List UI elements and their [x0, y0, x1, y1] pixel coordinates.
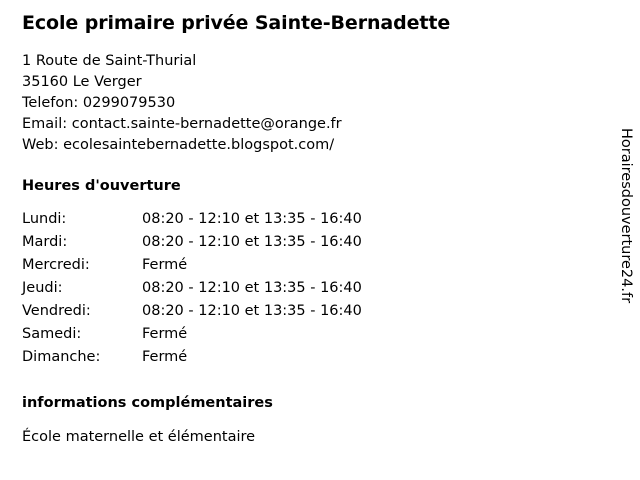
address-line-city: 35160 Le Verger: [22, 73, 142, 90]
address-line-street: 1 Route de Saint-Thurial: [22, 52, 197, 69]
day-hours: Fermé: [142, 256, 188, 273]
table-row: [22, 277, 362, 300]
table-row: [22, 300, 362, 323]
day-label: Mardi:: [22, 233, 68, 250]
opening-hours-table: [22, 208, 362, 369]
address-line-web: Web: ecolesaintebernadette.blogspot.com/: [22, 136, 335, 153]
business-info-block: [22, 12, 592, 447]
address-line-email: Email: contact.sainte-bernadette@orange.fr: [22, 115, 342, 132]
day-label: Jeudi:: [22, 279, 63, 296]
day-hours: 08:20 - 12:10 et 13:35 - 16:40: [142, 279, 362, 296]
additional-info-text: École maternelle et élémentaire: [22, 428, 256, 445]
day-label: Vendredi:: [22, 302, 91, 319]
opening-hours-heading: Heures d'ouverture: [22, 177, 181, 194]
table-row: [22, 208, 362, 231]
table-row: [22, 254, 362, 277]
day-hours: 08:20 - 12:10 et 13:35 - 16:40: [142, 210, 362, 227]
table-row: [22, 346, 362, 369]
day-hours: Fermé: [142, 325, 188, 342]
day-label: Mercredi:: [22, 256, 90, 273]
page-title: Ecole primaire privée Sainte-Bernadette: [22, 12, 451, 34]
address-line-phone: Telefon: 0299079530: [22, 94, 176, 111]
table-row: [22, 323, 362, 346]
day-label: Samedi:: [22, 325, 82, 342]
day-label: Lundi:: [22, 210, 67, 227]
address-block: [22, 51, 592, 156]
day-hours: 08:20 - 12:10 et 13:35 - 16:40: [142, 233, 362, 250]
site-watermark: Horairesdouverture24.fr: [618, 128, 634, 304]
day-hours: 08:20 - 12:10 et 13:35 - 16:40: [142, 302, 362, 319]
day-label: Dimanche:: [22, 348, 101, 365]
day-hours: Fermé: [142, 348, 188, 365]
table-row: [22, 231, 362, 254]
additional-info-heading: informations complémentaires: [22, 394, 273, 411]
